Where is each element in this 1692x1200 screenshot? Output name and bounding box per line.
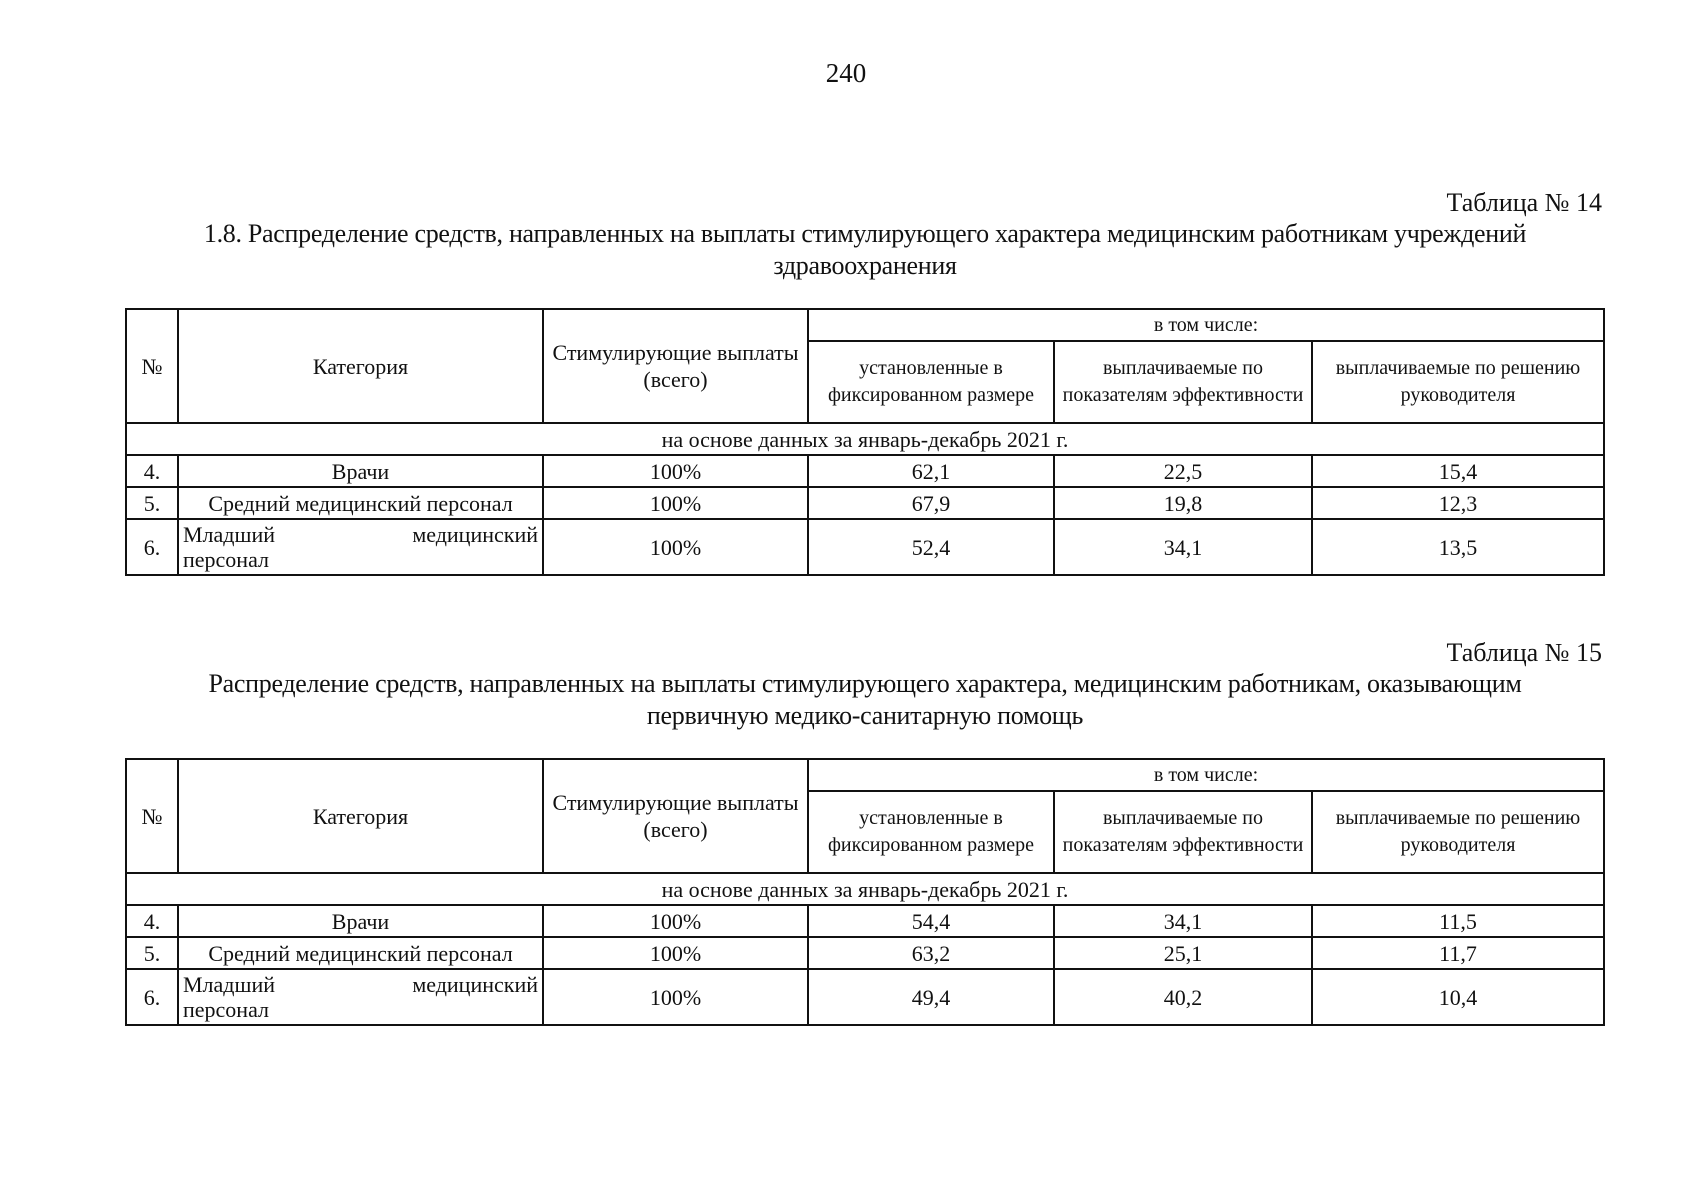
row-total: 100% bbox=[543, 487, 808, 519]
period-row: на основе данных за январь-декабрь 2021 г. bbox=[126, 873, 1604, 905]
table-row bbox=[126, 969, 1604, 1025]
row-category: Средний медицинский персонал bbox=[178, 937, 543, 969]
row-category-part-c: персонал bbox=[183, 547, 270, 572]
header-head-decision: выплачиваемые по решению руководителя bbox=[1312, 341, 1604, 423]
row-total: 100% bbox=[543, 969, 808, 1025]
table-title: 1.8. Распределение средств, направленных на выплаты стимулирующего характера медицинским работникам учреждений здравоохранения bbox=[203, 219, 1527, 280]
row-head-decision: 10,4 bbox=[1312, 969, 1604, 1025]
row-num: 6. bbox=[126, 519, 178, 575]
table-row bbox=[126, 455, 1604, 487]
period-row: на основе данных за январь-декабрь 2021 г. bbox=[126, 423, 1604, 455]
row-efficiency: 34,1 bbox=[1054, 905, 1312, 937]
row-category-part-b: медицинский bbox=[412, 522, 538, 547]
table-row bbox=[126, 519, 1604, 575]
row-efficiency: 19,8 bbox=[1054, 487, 1312, 519]
row-total: 100% bbox=[543, 937, 808, 969]
page-number: 240 bbox=[825, 58, 867, 88]
table-row bbox=[126, 905, 1604, 937]
table-14-block bbox=[125, 188, 1605, 576]
row-category-part-a: Младший bbox=[183, 522, 275, 547]
data-table bbox=[125, 758, 1605, 1026]
table-row bbox=[126, 937, 1604, 969]
row-fixed: 62,1 bbox=[808, 455, 1054, 487]
row-total: 100% bbox=[543, 905, 808, 937]
row-category: Средний медицинский персонал bbox=[178, 487, 543, 519]
header-efficiency: выплачиваемые по показателям эффективности bbox=[1054, 341, 1312, 423]
header-num: № bbox=[126, 309, 178, 423]
header-efficiency: выплачиваемые по показателям эффективности bbox=[1054, 791, 1312, 873]
data-table bbox=[125, 308, 1605, 576]
row-num: 4. bbox=[126, 455, 178, 487]
header-num: № bbox=[126, 759, 178, 873]
row-head-decision: 13,5 bbox=[1312, 519, 1604, 575]
row-head-decision: 12,3 bbox=[1312, 487, 1604, 519]
row-fixed: 63,2 bbox=[808, 937, 1054, 969]
header-including: в том числе: bbox=[808, 759, 1604, 791]
table-title: Распределение средств, направленных на выплаты стимулирующего характера, медицинским работникам, оказывающим первичную медико-санитарную помощь bbox=[208, 669, 1522, 730]
row-fixed: 67,9 bbox=[808, 487, 1054, 519]
header-head-decision: выплачиваемые по решению руководителя bbox=[1312, 791, 1604, 873]
table-15-block bbox=[125, 638, 1605, 1026]
row-num: 5. bbox=[126, 487, 178, 519]
row-category-part-c: персонал bbox=[183, 997, 270, 1022]
row-category bbox=[178, 969, 543, 1025]
header-fixed: установленные в фиксированном размере bbox=[808, 341, 1054, 423]
row-fixed: 54,4 bbox=[808, 905, 1054, 937]
row-efficiency: 40,2 bbox=[1054, 969, 1312, 1025]
row-head-decision: 15,4 bbox=[1312, 455, 1604, 487]
row-fixed: 49,4 bbox=[808, 969, 1054, 1025]
row-head-decision: 11,5 bbox=[1312, 905, 1604, 937]
row-category-part-b: медицинский bbox=[412, 972, 538, 997]
row-category: Врачи bbox=[178, 455, 543, 487]
row-category-part-a: Младший bbox=[183, 972, 275, 997]
row-efficiency: 34,1 bbox=[1054, 519, 1312, 575]
row-fixed: 52,4 bbox=[808, 519, 1054, 575]
row-total: 100% bbox=[543, 519, 808, 575]
row-efficiency: 22,5 bbox=[1054, 455, 1312, 487]
header-fixed: установленные в фиксированном размере bbox=[808, 791, 1054, 873]
header-total: Стимулирующие выплаты (всего) bbox=[543, 309, 808, 423]
row-category bbox=[178, 519, 543, 575]
row-category: Врачи bbox=[178, 905, 543, 937]
header-including: в том числе: bbox=[808, 309, 1604, 341]
table-label: Таблица № 15 bbox=[1446, 638, 1602, 667]
header-category: Категория bbox=[178, 759, 543, 873]
table-row bbox=[126, 487, 1604, 519]
row-efficiency: 25,1 bbox=[1054, 937, 1312, 969]
row-num: 6. bbox=[126, 969, 178, 1025]
header-category: Категория bbox=[178, 309, 543, 423]
row-num: 4. bbox=[126, 905, 178, 937]
header-total: Стимулирующие выплаты (всего) bbox=[543, 759, 808, 873]
table-label: Таблица № 14 bbox=[1446, 188, 1602, 217]
row-head-decision: 11,7 bbox=[1312, 937, 1604, 969]
row-total: 100% bbox=[543, 455, 808, 487]
row-num: 5. bbox=[126, 937, 178, 969]
